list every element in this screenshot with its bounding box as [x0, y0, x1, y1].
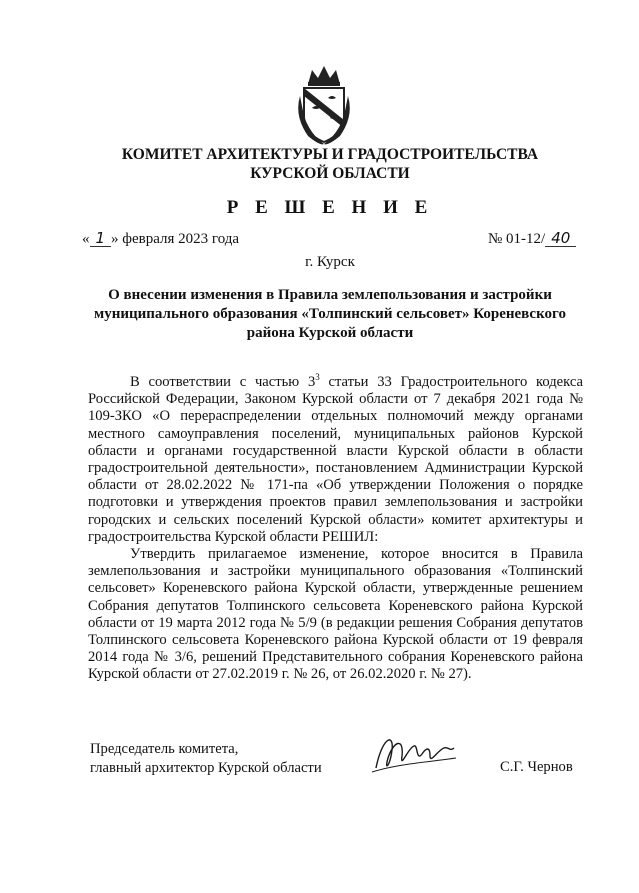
number-prefix: № 01-12/: [488, 231, 546, 247]
signatory-name: С.Г. Чернов: [500, 759, 573, 775]
document-subject: [90, 286, 570, 343]
org-line-1: КОМИТЕТ АРХИТЕКТУРЫ И ГРАДОСТРОИТЕЛЬСТВА: [121, 146, 539, 163]
signatory-position: [90, 740, 322, 778]
subject-line-3: района Курской области: [246, 325, 414, 341]
number-suffix: 40: [545, 231, 576, 247]
document-body: [88, 374, 583, 684]
date-day: 1: [90, 231, 112, 247]
position-line-2: главный архитектор Курской области: [90, 760, 322, 776]
body-paragraph-1: [88, 374, 583, 546]
organization-name: [60, 145, 600, 183]
document-title: Р Е Ш Е Н И Е: [226, 197, 434, 218]
subject-line-1: О внесении изменения в Правила землепользования и застройки: [108, 287, 552, 303]
p1-superscript: 3: [315, 372, 320, 383]
date-open: «: [82, 231, 90, 247]
p1-part-a: В соответствии с частью 3: [130, 374, 316, 390]
p1-part-b: статьи 33 Градостроительного кодекса Российской Федерации, Законом Курской области от 7 декабря 2021 года № 109-ЗКО «О перераспределении отдельных полномочий между органами местного самоуправления поселений, муниципальных районов Курской области и органами государственной власти Курской области в области градостроительной деятельности», постановлением Администрации Курской области от 28.02.2022 № 171-па «Об утверждении Положения о порядке подготовки и утверждения проектов правил землепользования и застройки городских и сельских поселений Курской области» комитет архитектуры и градостроительства Курской области РЕШИЛ:: [88, 374, 583, 545]
document-number: [488, 231, 576, 248]
document-city: г. Курск: [305, 254, 355, 270]
date-rest: » февраля 2023 года: [111, 231, 240, 247]
document-date: [82, 231, 239, 248]
body-paragraph-2: Утвердить прилагаемое изменение, которое вносится в Правила землепользования и застройки муниципального образования «Толпинский сельсовет» Кореневского района Курской области, утвержденные решением Собрания депутатов Толпинского сельсовета Кореневского района Курской области от 19 марта 2012 года № 5/9 (в редакции решения Собрания депутатов Толпинского сельсовета Кореневского района Курской области от 19 февраля 2014 года № 3/6, решений Представительного собрания Кореневского района Курской области от 27.02.2019 г. № 26, от 26.02.2020 г. № 27).: [88, 546, 583, 683]
handwritten-signature-icon: [368, 728, 458, 778]
org-line-2: КУРСКОЙ ОБЛАСТИ: [250, 165, 410, 182]
subject-line-2: муниципального образования «Толпинский сельсовет» Кореневского: [94, 306, 566, 322]
position-line-1: Председатель комитета,: [90, 741, 239, 757]
coat-of-arms-icon: [294, 62, 354, 146]
